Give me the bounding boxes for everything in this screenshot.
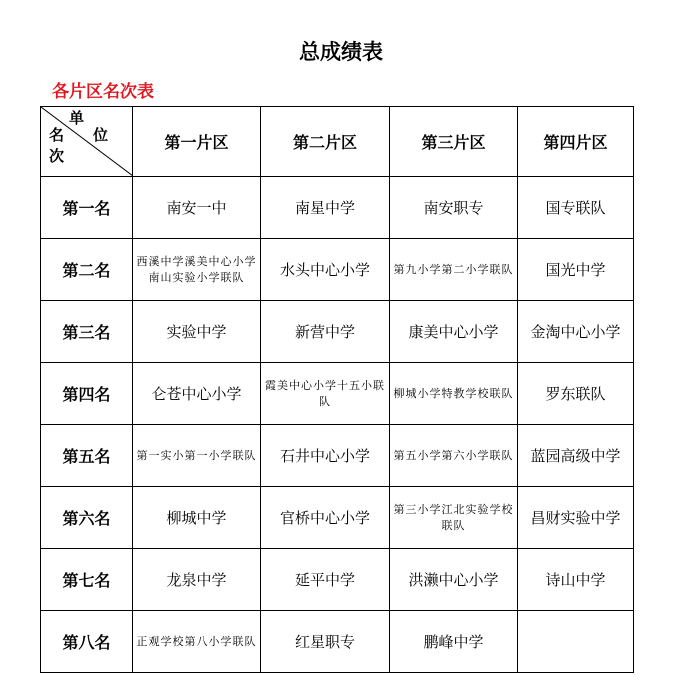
table-header-row bbox=[41, 107, 634, 177]
school-cell: 柳城中学 bbox=[133, 487, 261, 549]
school-cell: 霞美中心小学十五小联队 bbox=[261, 363, 390, 425]
school-cell: 新营中学 bbox=[261, 301, 390, 363]
school-cell: 南安职专 bbox=[390, 177, 518, 239]
school-cell: 实验中学 bbox=[133, 301, 261, 363]
corner-label-rank-2: 次 bbox=[49, 147, 65, 165]
corner-label-rank-1: 名 bbox=[49, 126, 65, 144]
school-cell: 国专联队 bbox=[518, 177, 634, 239]
school-cell: 第九小学第二小学联队 bbox=[390, 239, 518, 301]
corner-label-unit-2: 位 bbox=[93, 126, 109, 144]
rank-label: 第五名 bbox=[41, 425, 133, 487]
school-cell: 柳城小学特教学校联队 bbox=[390, 363, 518, 425]
table-row bbox=[41, 177, 634, 239]
page-title: 总成绩表 bbox=[299, 39, 383, 64]
school-cell: 洪濑中心小学 bbox=[390, 549, 518, 611]
school-cell: 诗山中学 bbox=[518, 549, 634, 611]
school-cell: 康美中心小学 bbox=[390, 301, 518, 363]
header-corner-cell bbox=[41, 107, 133, 177]
school-cell: 延平中学 bbox=[261, 549, 390, 611]
school-cell: 第三小学江北实验学校联队 bbox=[390, 487, 518, 549]
school-cell: 西溪中学溪美中心小学南山实验小学联队 bbox=[133, 239, 261, 301]
school-cell: 蓝园高级中学 bbox=[518, 425, 634, 487]
table-row bbox=[41, 487, 634, 549]
school-cell: 仑苍中心小学 bbox=[133, 363, 261, 425]
zone-header: 第四片区 bbox=[518, 107, 634, 177]
school-cell: 石井中心小学 bbox=[261, 425, 390, 487]
school-cell: 官桥中心小学 bbox=[261, 487, 390, 549]
section-subtitle: 各片区名次表 bbox=[52, 82, 154, 102]
table-row bbox=[41, 549, 634, 611]
corner-label-unit-1: 单 bbox=[69, 109, 85, 127]
school-cell: 南星中学 bbox=[261, 177, 390, 239]
school-cell: 国光中学 bbox=[518, 239, 634, 301]
table-row bbox=[41, 611, 634, 673]
zone-header: 第二片区 bbox=[261, 107, 390, 177]
rank-label: 第四名 bbox=[41, 363, 133, 425]
school-cell: 昌财实验中学 bbox=[518, 487, 634, 549]
school-cell: 鹏峰中学 bbox=[390, 611, 518, 673]
school-cell: 第一实小第一小学联队 bbox=[133, 425, 261, 487]
school-cell: 罗东联队 bbox=[518, 363, 634, 425]
rank-label: 第六名 bbox=[41, 487, 133, 549]
school-cell: 金淘中心小学 bbox=[518, 301, 634, 363]
table-row bbox=[41, 363, 634, 425]
school-cell: 第五小学第六小学联队 bbox=[390, 425, 518, 487]
school-cell: 红星职专 bbox=[261, 611, 390, 673]
school-cell: 龙泉中学 bbox=[133, 549, 261, 611]
rank-label: 第三名 bbox=[41, 301, 133, 363]
rank-label: 第八名 bbox=[41, 611, 133, 673]
rank-label: 第二名 bbox=[41, 239, 133, 301]
school-cell: 南安一中 bbox=[133, 177, 261, 239]
table-row bbox=[41, 301, 634, 363]
table-row bbox=[41, 239, 634, 301]
rank-label: 第一名 bbox=[41, 177, 133, 239]
school-cell: 水头中心小学 bbox=[261, 239, 390, 301]
zone-header: 第一片区 bbox=[133, 107, 261, 177]
ranking-table bbox=[40, 106, 634, 673]
rank-label: 第七名 bbox=[41, 549, 133, 611]
table-row bbox=[41, 425, 634, 487]
school-cell: 正观学校第八小学联队 bbox=[133, 611, 261, 673]
zone-header: 第三片区 bbox=[390, 107, 518, 177]
school-cell bbox=[518, 611, 634, 673]
